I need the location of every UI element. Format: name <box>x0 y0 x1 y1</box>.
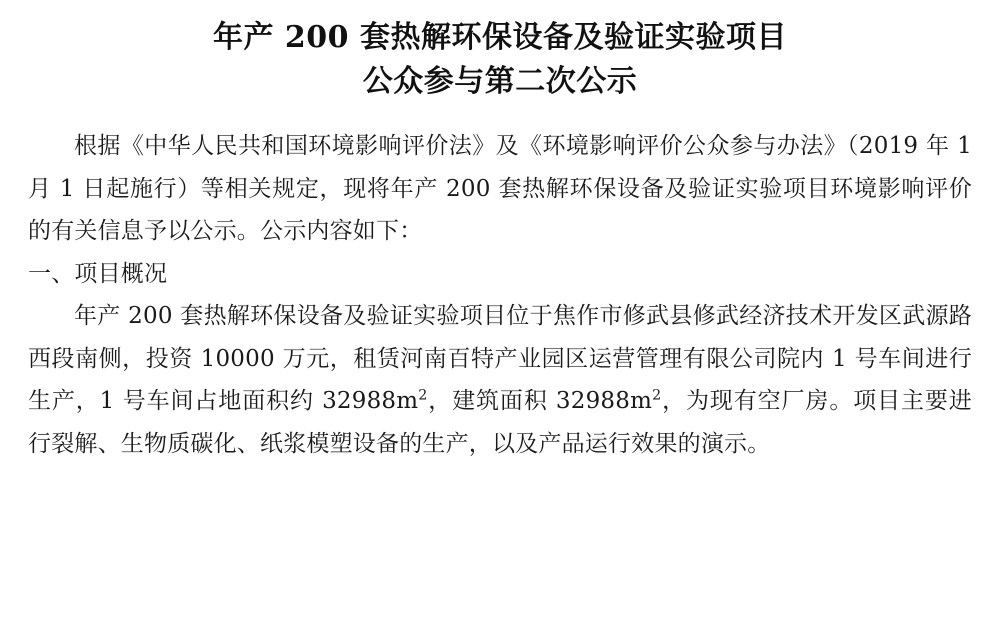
paragraph-project-overview-part-2: ，建筑面积 32988m <box>427 388 653 415</box>
section-heading-project-overview: 一、项目概况 <box>28 260 168 287</box>
area-superscript-2: 2 <box>652 387 662 404</box>
page-title-line-2: 公众参与第二次公示 <box>362 63 638 99</box>
paragraph-project-overview-part-3: ，为现有空厂房。项目主要进行裂解、生物质碳化、纸浆模塑设备的生产，以及产品运行效果的演示。 <box>28 388 972 457</box>
page-title-line-1: 年产 200 套热解环保设备及验证实验项目 <box>212 20 787 55</box>
paragraph-project-overview-part-1: 年产 200 套热解环保设备及验证实验项目位于焦作市修武县修武经济技术开发区武源路西段南侧，投资 10000 万元，租赁河南百特产业园区运营管理有限公司院内 1 号车间进行生产，1 号车间占地面积约 32988m <box>28 303 972 415</box>
paragraph-project-overview <box>28 295 972 465</box>
area-superscript-1: 2 <box>418 387 428 404</box>
page-title <box>28 16 972 103</box>
document-body <box>28 125 972 465</box>
paragraph-basis: 根据《中华人民共和国环境影响评价法》及《环境影响评价公众参与办法》（2019 年 1 月 1 日起施行）等相关规定，现将年产 200 套热解环保设备及验证实验项目环境影响评价的有关信息予以公示。公示内容如下： <box>28 133 972 245</box>
